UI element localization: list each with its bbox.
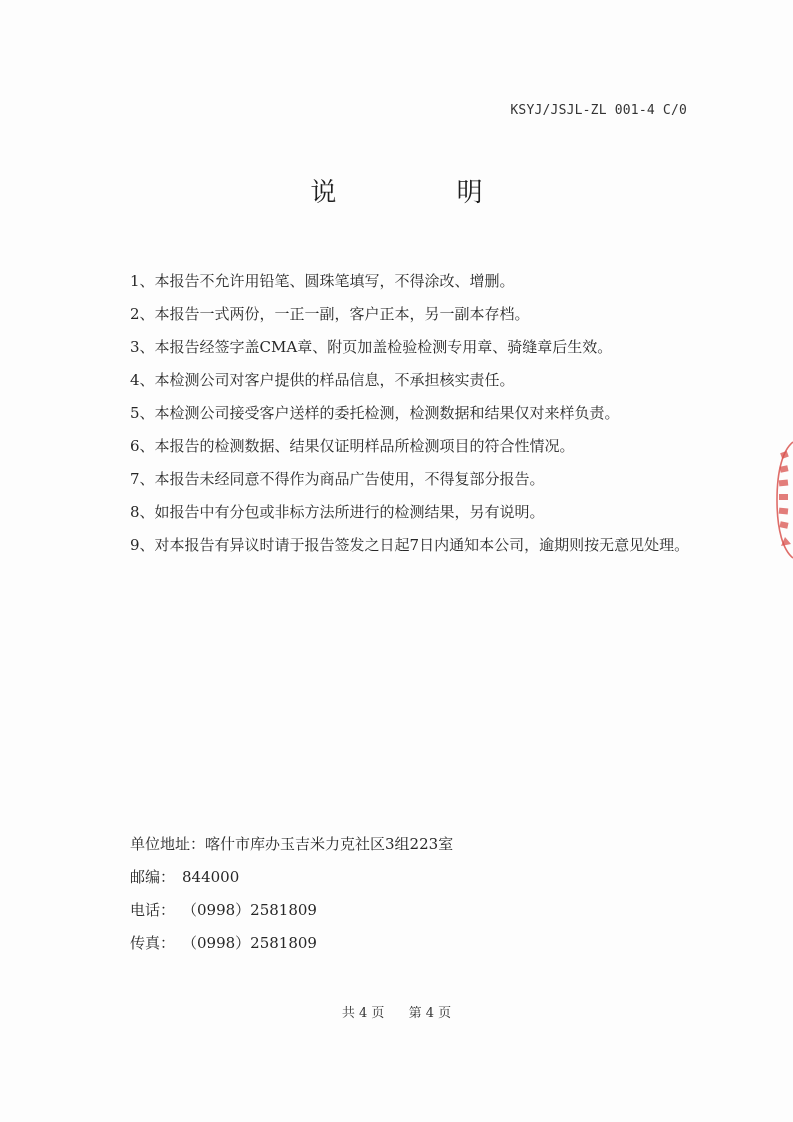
list-item: 6、本报告的检测数据、结果仅证明样品所检测项目的符合性情况。 [130, 437, 575, 455]
address-row [130, 833, 650, 855]
postcode-row [130, 866, 650, 888]
contact-block [130, 833, 650, 965]
fax-label: 传真： [130, 934, 176, 952]
address-label: 单位地址： [130, 835, 206, 853]
document-code: KSYJ/JSJL-ZL 001-4 C/0 [510, 103, 687, 118]
postcode-value: 844000 [182, 868, 240, 886]
address-value: 喀什市库办玉吉米力克社区3组223室 [205, 835, 454, 853]
list-item: 3、本报告经签字盖CMA章、附页加盖检验检测专用章、骑缝章后生效。 [130, 338, 613, 356]
page-current: 第 4 页 [408, 1006, 452, 1021]
seal-stamp-icon [771, 440, 793, 560]
page-footer [0, 1002, 793, 1021]
phone-row [130, 899, 650, 921]
fax-value: （0998）2581809 [182, 934, 317, 952]
list-item: 5、本检测公司接受客户送样的委托检测，检测数据和结果仅对来样负责。 [130, 404, 620, 422]
page-total: 共 4 页 [341, 1006, 385, 1021]
phone-value: （0998）2581809 [182, 901, 317, 919]
list-item: 2、本报告一式两份，一正一副，客户正本，另一副本存档。 [130, 305, 530, 323]
list-item: 9、对本报告有异议时请于报告签发之日起7日内通知本公司，逾期则按无意见处理。 [130, 536, 690, 554]
fax-row [130, 932, 650, 954]
list-item: 7、本报告未经同意不得作为商品广告使用，不得复部分报告。 [130, 470, 545, 488]
list-item: 4、本检测公司对客户提供的样品信息，不承担核实责任。 [130, 371, 515, 389]
page-title: 说 明 [310, 178, 539, 208]
list-item: 1、本报告不允许用铅笔、圆珠笔填写，不得涂改、增删。 [130, 272, 515, 290]
notes-list [130, 270, 690, 567]
phone-label: 电话： [130, 901, 176, 919]
list-item: 8、如报告中有分包或非标方法所进行的检测结果，另有说明。 [130, 503, 545, 521]
postcode-label: 邮编： [130, 868, 176, 886]
